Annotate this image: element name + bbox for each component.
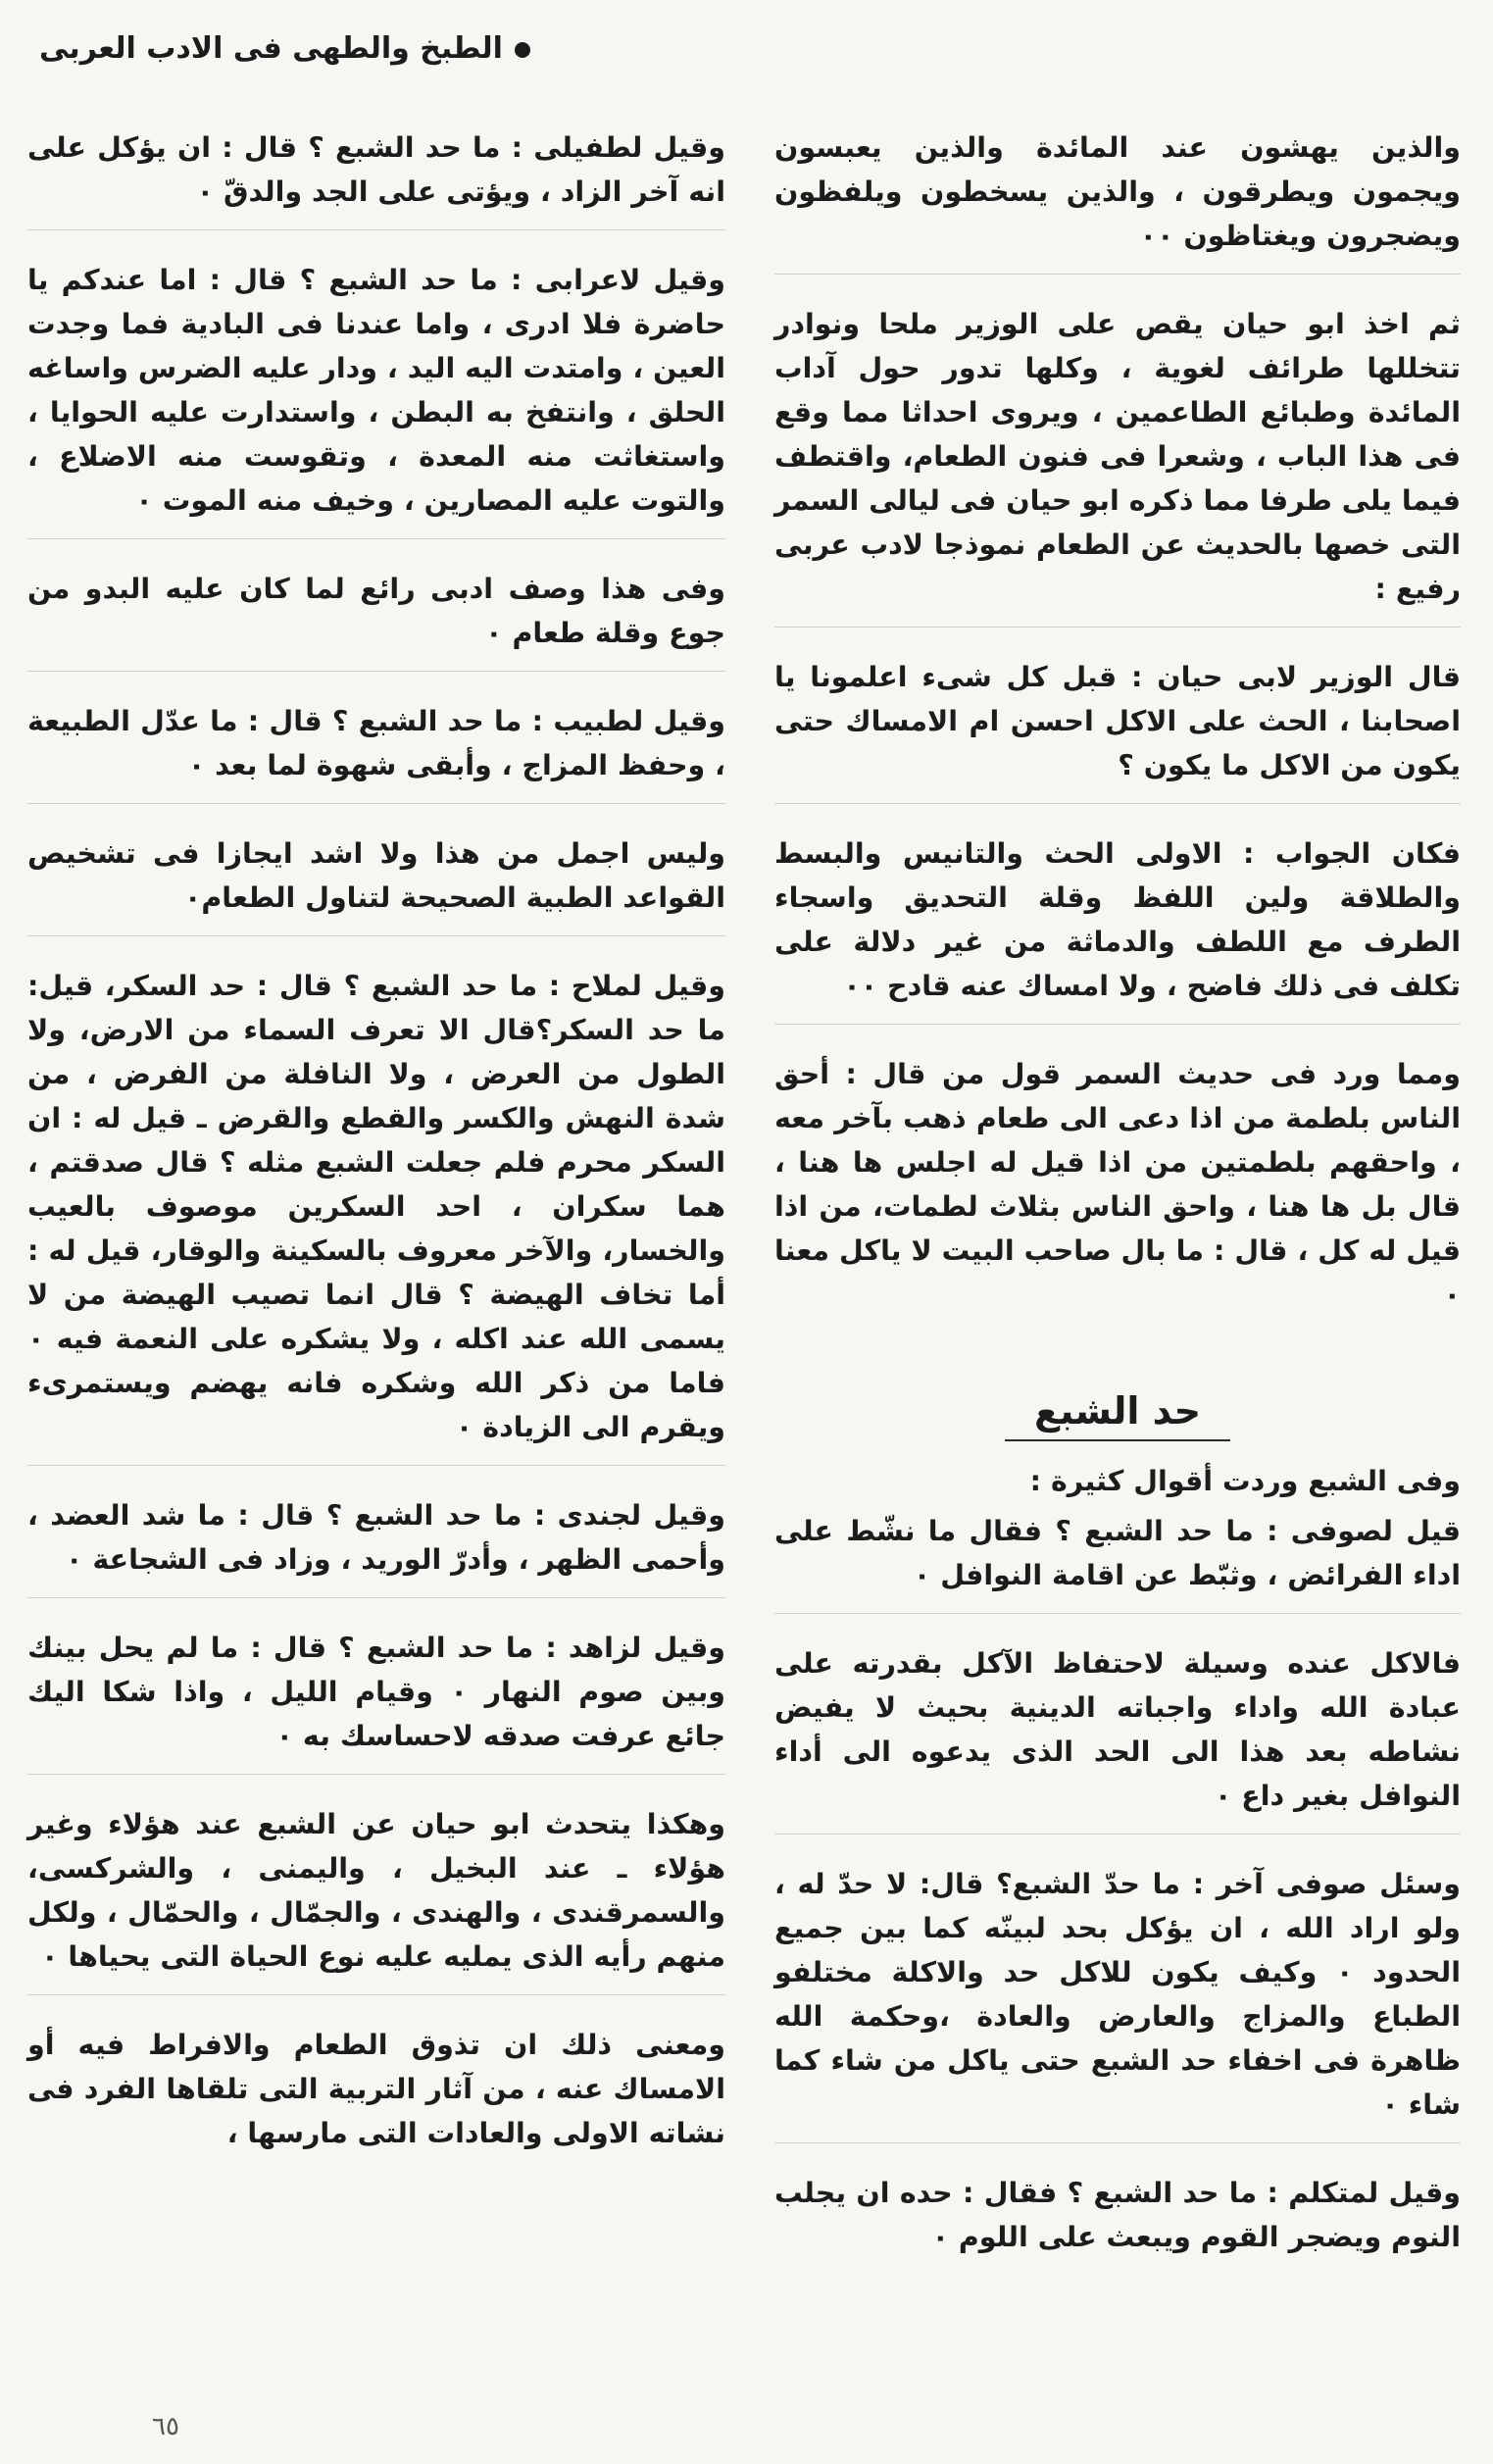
paragraph: قال الوزير لابى حيان : قبل كل شىء اعلمونا يا اصحابنا ، الحث على الاكل احسن ام الامساك حتى يكون من الاكل ما يكون ؟: [774, 655, 1461, 804]
paragraph: ومعنى ذلك ان تذوق الطعام والافراط فيه أو الامساك عنه ، من آثار التربية التى تلقاها الفرد فى نشاته الاولى والعادات التى مارسها ،: [27, 2029, 725, 2149]
paragraph: قيل لصوفى : ما حد الشبع ؟ فقال ما نشّط على اداء الفرائض ، وثبّط عن اقامة النوافل ٠: [774, 1509, 1461, 1614]
right-column: [774, 126, 1461, 2302]
running-title: الطبخ والطهى فى الادب العربى: [39, 31, 503, 66]
paragraph: وقيل لطفيلى : ما حد الشبع ؟ قال : ان يؤكل على انه آخر الزاد ، ويؤتى على الجد والدقّ ٠: [27, 126, 725, 230]
paragraph: وليس اجمل من هذا ولا اشد ايجازا فى تشخيص القواعد الطبية الصحيحة لتناول الطعام٠: [27, 831, 725, 936]
section-heading: [774, 1389, 1461, 1441]
paragraph: وقيل لمتكلم : ما حد الشبع ؟ فقال : حده ان يجلب النوم ويضجر القوم ويبعث على اللوم ٠: [774, 2177, 1461, 2253]
heading-underline: [1005, 1439, 1230, 1441]
paragraph: وقيل لجندى : ما حد الشبع ؟ قال : ما شد العضد ، وأحمى الظهر ، وأدرّ الوريد ، وزاد فى الشجاعة ٠: [27, 1493, 725, 1598]
paragraph: وقيل لطبيب : ما حد الشبع ؟ قال : ما عدّل الطبيعة ، وحفظ المزاج ، وأبقى شهوة لما بعد ٠: [27, 699, 725, 804]
paragraph: فكان الجواب : الاولى الحث والتانيس والبسط والطلاقة ولين اللفظ وقلة التحديق واسجاء الطرف مع اللطف والدماثة من غير دلالة على تكلف فى ذلك فاضح ، ولا امساك عنه قادح ٠٠: [774, 831, 1461, 1025]
running-head: [39, 31, 588, 66]
page-number: ٦٥: [152, 2412, 179, 2441]
paragraph: وهكذا يتحدث ابو حيان عن الشبع عند هؤلاء وغير هؤلاء ـ عند البخيل ، واليمنى ، والشركسى، والسمرقندى ، والهندى ، والجمّال ، والحمّال ، ولكل منهم رأيه الذى يمليه عليه نوع الحياة التى يحياها ٠: [27, 1802, 725, 1995]
paragraph: وقيل لملاح : ما حد الشبع ؟ قال : حد السكر، قيل: ما حد السكر؟قال الا تعرف السماء من الارض، ولا الطول من العرض ، ولا النافلة من الفرض ، من شدة النهش والكسر والقطع والقرض ـ قيل له : ان السكر محرم فلم جعلت الشبع مثله ؟ قال صدقتم ، هما سكران ، احد السكرين موصوف بالعيب والخسار، والآخر معروف بالسكينة والوقار، قيل له : أما تخاف الهيضة ؟ قال انما تصيب الهيضة من لا يسمى الله عند اكله ، ولا يشكره على النعمة فيه ٠ فاما من ذكر الله وشكره فانه يهضم ويستمرىء ويقرم الى الزيادة ٠: [27, 964, 725, 1466]
paragraph: ثم اخذ ابو حيان يقص على الوزير ملحا ونوادر تتخللها طرائف لغوية ، وكلها تدور حول آداب المائدة وطبائع الطاعمين ، ويروى احداثا مما وقع فى هذا الباب ، وشعرا فى فنون الطعام، واقتطف فيما يلى طرفا مما ذكره ابو حيان فى ليالى السمر التى خصها بالحديث عن الطعام نموذجا لادب عربى رفيع :: [774, 302, 1461, 628]
paragraph: وقيل لاعرابى : ما حد الشبع ؟ قال : اما عندكم يا حاضرة فلا ادرى ، واما عندنا فى البادية فما وجدت العين ، وامتدت اليه اليد ، ودار عليه الضرس واساغه الحلق ، وانتفخ به البطن ، واستدارت عليه الحوايا ، واستغاثت منه المعدة ، وتقوست منه الاضلاع ، والتوت عليه المصارين ، وخيف منه الموت ٠: [27, 258, 725, 539]
left-column: [27, 126, 725, 2198]
paragraph: وسئل صوفى آخر : ما حدّ الشبع؟ قال: لا حدّ له ، ولو اراد الله ، ان يؤكل بحد لبينّه كما بين جميع الحدود ٠ وكيف يكون للاكل حد والاكلة مختلفو الطباع والمزاج والعارض والعادة ،وحكمة الله ظاهرة فى اخفاء حد الشبع حتى ياكل من شاء كما شاء ٠: [774, 1862, 1461, 2143]
paragraph: وفى هذا وصف ادبى رائع لما كان عليه البدو من جوع وقلة طعام ٠: [27, 567, 725, 672]
paragraph: ومما ورد فى حديث السمر قول من قال : أحق الناس بلطمة من اذا دعى الى طعام ذهب بآخر معه ، واحقهم بلطمتين من اذا قيل له اجلس ها هنا ، قال بل ها هنا ، واحق الناس بثلاث لطمات، من اذا قيل له كل ، قال : ما بال صاحب البيت لا ياكل معنا ٠: [774, 1058, 1461, 1311]
paragraph: والذين يهشون عند المائدة والذين يعبسون ويجمون ويطرقون ، والذين يسخطون ويلفظون ويضجرون ويغتاظون ٠٠: [774, 126, 1461, 275]
paragraph: فالاكل عنده وسيلة لاحتفاظ الآكل بقدرته على عبادة الله واداء واجباته الدينية بحيث لا يفيض نشاطه بعد هذا الى الحد الذى يدعوه الى أداء النوافل بغير داع ٠: [774, 1641, 1461, 1835]
paragraph: وقيل لزاهد : ما حد الشبع ؟ قال : ما لم يحل بينك وبين صوم النهار ٠ وقيام الليل ، واذا شكا اليك جائع عرفت صدقه لاحساسك به ٠: [27, 1626, 725, 1775]
bullet-icon: [515, 42, 530, 58]
section-heading-text: حد الشبع: [1034, 1389, 1201, 1433]
section-intro: وفى الشبع وردت أقوال كثيرة :: [1029, 1465, 1461, 1497]
